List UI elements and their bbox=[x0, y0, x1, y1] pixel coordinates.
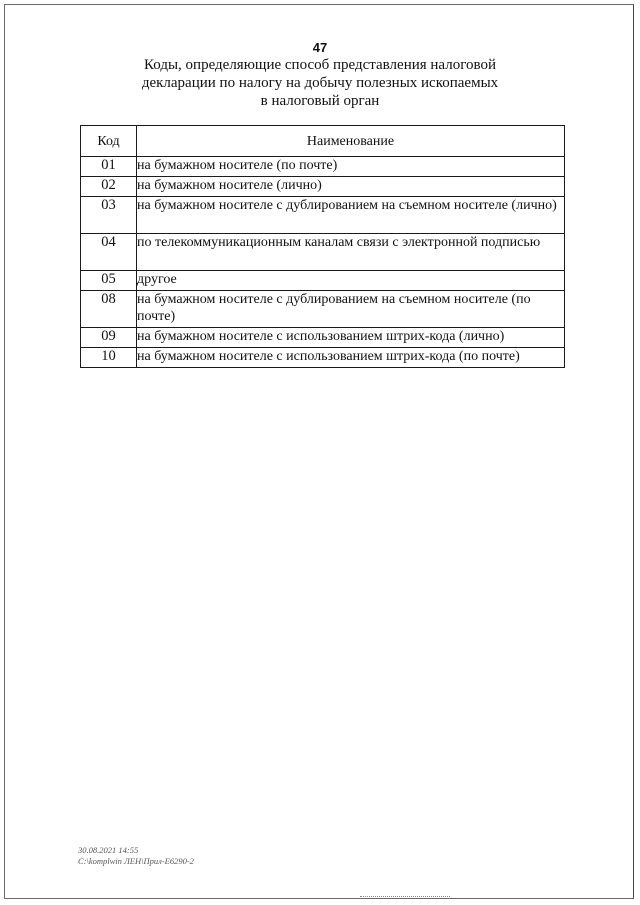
code-cell: 01 bbox=[81, 157, 137, 177]
table-row bbox=[81, 177, 565, 197]
name-cell: на бумажном носителе с дублированием на съемном носителе (по почте) bbox=[137, 291, 565, 328]
code-cell: 09 bbox=[81, 328, 137, 348]
table-row bbox=[81, 234, 565, 271]
table-row bbox=[81, 197, 565, 234]
codes-table bbox=[80, 125, 565, 368]
table-row bbox=[81, 348, 565, 368]
footer-file-path: C:\komplwin ЛЕН\Прил-Е6290-2 bbox=[78, 856, 194, 866]
name-cell: по телекоммуникационным каналам связи с электронной подписью bbox=[137, 234, 565, 271]
header-code: Код bbox=[81, 126, 137, 157]
footer-timestamp: 30.08.2021 14:55 bbox=[78, 845, 139, 855]
code-cell: 04 bbox=[81, 234, 137, 271]
name-cell: на бумажном носителе с использованием штрих-кода (лично) bbox=[137, 328, 565, 348]
name-cell: на бумажном носителе (по почте) bbox=[137, 157, 565, 177]
table-row bbox=[81, 328, 565, 348]
page-number: 47 bbox=[312, 40, 328, 55]
name-cell: на бумажном носителе (лично) bbox=[137, 177, 565, 197]
title-line-1: Коды, определяющие способ представления налоговой bbox=[144, 57, 496, 73]
code-cell: 02 bbox=[81, 177, 137, 197]
title-line-3: в налоговый орган bbox=[260, 93, 380, 109]
scan-edge-mark bbox=[360, 896, 450, 899]
code-cell: 08 bbox=[81, 291, 137, 328]
table-row bbox=[81, 157, 565, 177]
code-cell: 03 bbox=[81, 197, 137, 234]
table-row bbox=[81, 291, 565, 328]
code-cell: 10 bbox=[81, 348, 137, 368]
name-cell: другое bbox=[137, 271, 565, 291]
table-header-row bbox=[81, 126, 565, 157]
document-title bbox=[100, 56, 540, 110]
file-footer bbox=[78, 845, 194, 867]
title-line-2: декларации по налогу на добычу полезных ископаемых bbox=[141, 75, 499, 91]
table-row bbox=[81, 271, 565, 291]
header-name: Наименование bbox=[137, 126, 565, 157]
name-cell: на бумажном носителе с дублированием на съемном носителе (лично) bbox=[137, 197, 565, 234]
name-cell: на бумажном носителе с использованием штрих-кода (по почте) bbox=[137, 348, 565, 368]
code-cell: 05 bbox=[81, 271, 137, 291]
